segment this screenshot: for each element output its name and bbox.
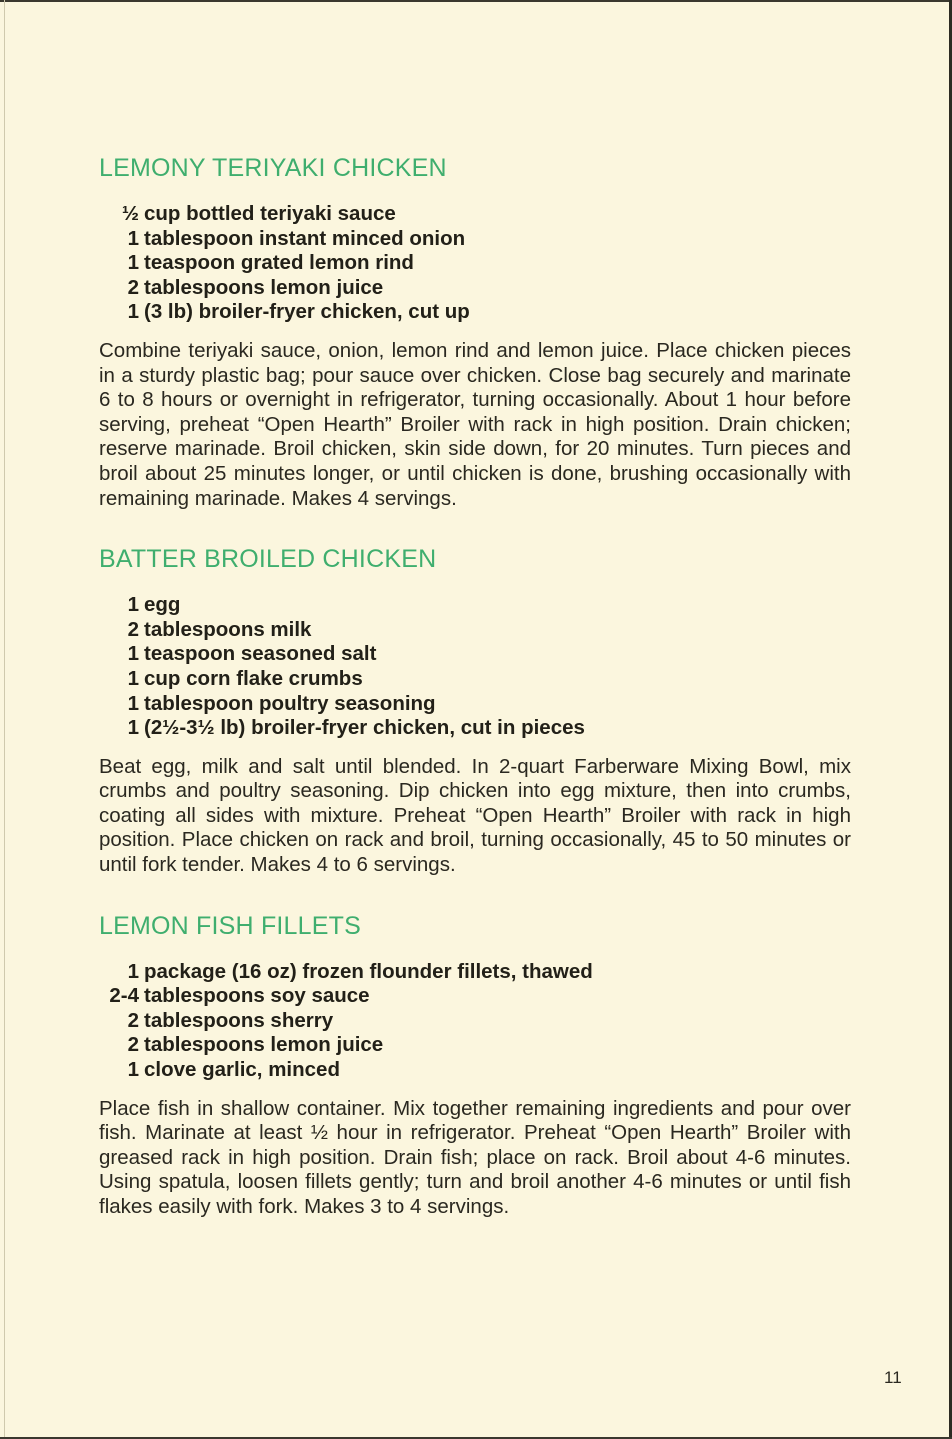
ingredient-qty: 1 — [127, 1058, 139, 1082]
ingredient-item — [99, 593, 851, 618]
ingredient-qty: 1 — [127, 666, 139, 690]
recipe-lemony-teriyaki-chicken — [99, 150, 851, 511]
ingredient-qty: 2 — [127, 1008, 139, 1032]
page-left-edge — [4, 0, 5, 1439]
ingredient-text: tablespoons lemon juice — [144, 275, 384, 299]
ingredient-item — [99, 227, 851, 252]
ingredient-item — [99, 251, 851, 276]
ingredient-text: tablespoons sherry — [144, 1008, 334, 1032]
ingredient-list — [99, 960, 851, 1083]
recipe-title: LEMON FISH FILLETS — [99, 911, 361, 940]
ingredient-item — [99, 960, 851, 985]
ingredient-qty: ½ — [121, 202, 139, 225]
ingredient-item — [99, 1058, 851, 1083]
page-top-edge — [0, 0, 952, 2]
ingredient-list — [99, 593, 851, 741]
ingredient-text: clove garlic, minced — [144, 1058, 340, 1082]
recipe-title: LEMONY TERIYAKI CHICKEN — [99, 154, 447, 182]
ingredient-qty: 1 — [127, 642, 139, 666]
ingredient-qty: 1 — [127, 959, 139, 983]
ingredient-text: tablespoon instant minced onion — [144, 226, 466, 250]
ingredient-item — [99, 984, 851, 1009]
ingredient-item — [99, 1009, 851, 1034]
recipe-instructions: Beat egg, milk and salt until blended. In 2-quart Farberware Mixing Bowl, mix crumbs and poultry seasoning. Dip chicken into egg mixture, then into crumbs, coating all sides with mixture. Preheat “Open Hearth” Broiler with rack in high position. Place chicken on rack and broil, turning occasionally, 45 to 50 minutes or until fork tender. Makes 4 to 6 servings. — [99, 754, 851, 877]
ingredient-qty: 2 — [127, 1033, 139, 1057]
ingredient-qty: 1 — [127, 226, 139, 250]
ingredient-text: teaspoon grated lemon rind — [144, 251, 414, 275]
ingredient-text: egg — [144, 593, 181, 617]
ingredient-item — [99, 300, 851, 325]
ingredient-item — [99, 618, 851, 643]
ingredient-item — [99, 667, 851, 692]
ingredient-item — [99, 692, 851, 717]
ingredient-item — [99, 716, 851, 741]
ingredient-text: teaspoon seasoned salt — [144, 642, 377, 666]
ingredient-item — [99, 1033, 851, 1058]
recipe-lemon-fish-fillets — [99, 908, 851, 1220]
ingredient-item — [99, 642, 851, 667]
ingredient-qty: 1 — [127, 300, 139, 324]
ingredient-qty: 1 — [127, 691, 139, 715]
ingredient-qty: 2-4 — [109, 984, 139, 1008]
ingredient-text: package (16 oz) frozen flounder fillets, thawed — [144, 959, 593, 983]
ingredient-qty: 2 — [127, 617, 139, 641]
ingredient-item — [99, 276, 851, 301]
ingredient-text: cup corn flake crumbs — [144, 666, 363, 690]
ingredient-item — [99, 202, 851, 227]
ingredient-qty: 1 — [127, 593, 139, 617]
ingredient-text: tablespoons lemon juice — [144, 1033, 384, 1057]
recipe-instructions: Combine teriyaki sauce, onion, lemon rind and lemon juice. Place chicken pieces in a sturdy plastic bag; pour sauce over chicken. Close bag securely and marinate 6 to 8 hours or overnight in refrigerator, turning occasionally. About 1 hour before serving, preheat “Open Hearth” Broiler with rack in high position. Drain chicken; reserve marinade. Broil chicken, skin side down, for 20 minutes. Turn pieces and broil about 25 minutes longer, or until chicken is done, brushing occasionally with remaining marinade. Makes 4 servings. — [99, 338, 851, 510]
ingredient-qty: 2 — [127, 275, 139, 299]
page-number: 11 — [884, 1368, 902, 1387]
page-content — [99, 150, 851, 1250]
recipe-title: BATTER BROILED CHICKEN — [99, 545, 437, 574]
ingredient-text: tablespoons soy sauce — [144, 984, 370, 1008]
ingredient-list — [99, 202, 851, 325]
recipe-batter-broiled-chicken — [99, 541, 851, 878]
ingredient-text: (2½-3½ lb) broiler-fryer chicken, cut in pieces — [144, 716, 585, 740]
ingredient-text: cup bottled teriyaki sauce — [144, 202, 396, 225]
ingredient-qty: 1 — [127, 716, 139, 740]
ingredient-text: tablespoon poultry seasoning — [144, 691, 436, 715]
ingredient-text: tablespoons milk — [144, 617, 312, 641]
ingredient-text: (3 lb) broiler-fryer chicken, cut up — [144, 300, 470, 324]
ingredient-qty: 1 — [127, 251, 139, 275]
recipe-instructions: Place fish in shallow container. Mix together remaining ingredients and pour over fish. Marinate at least ½ hour in refrigerator. Preheat “Open Hearth” Broiler with greased rack in high position. Drain fish; place on rack. Broil about 4-6 minutes. Using spatula, loosen fillets gently; turn and broil another 4-6 minutes or until fish flakes easily with fork. Makes 3 to 4 servings. — [99, 1096, 851, 1218]
